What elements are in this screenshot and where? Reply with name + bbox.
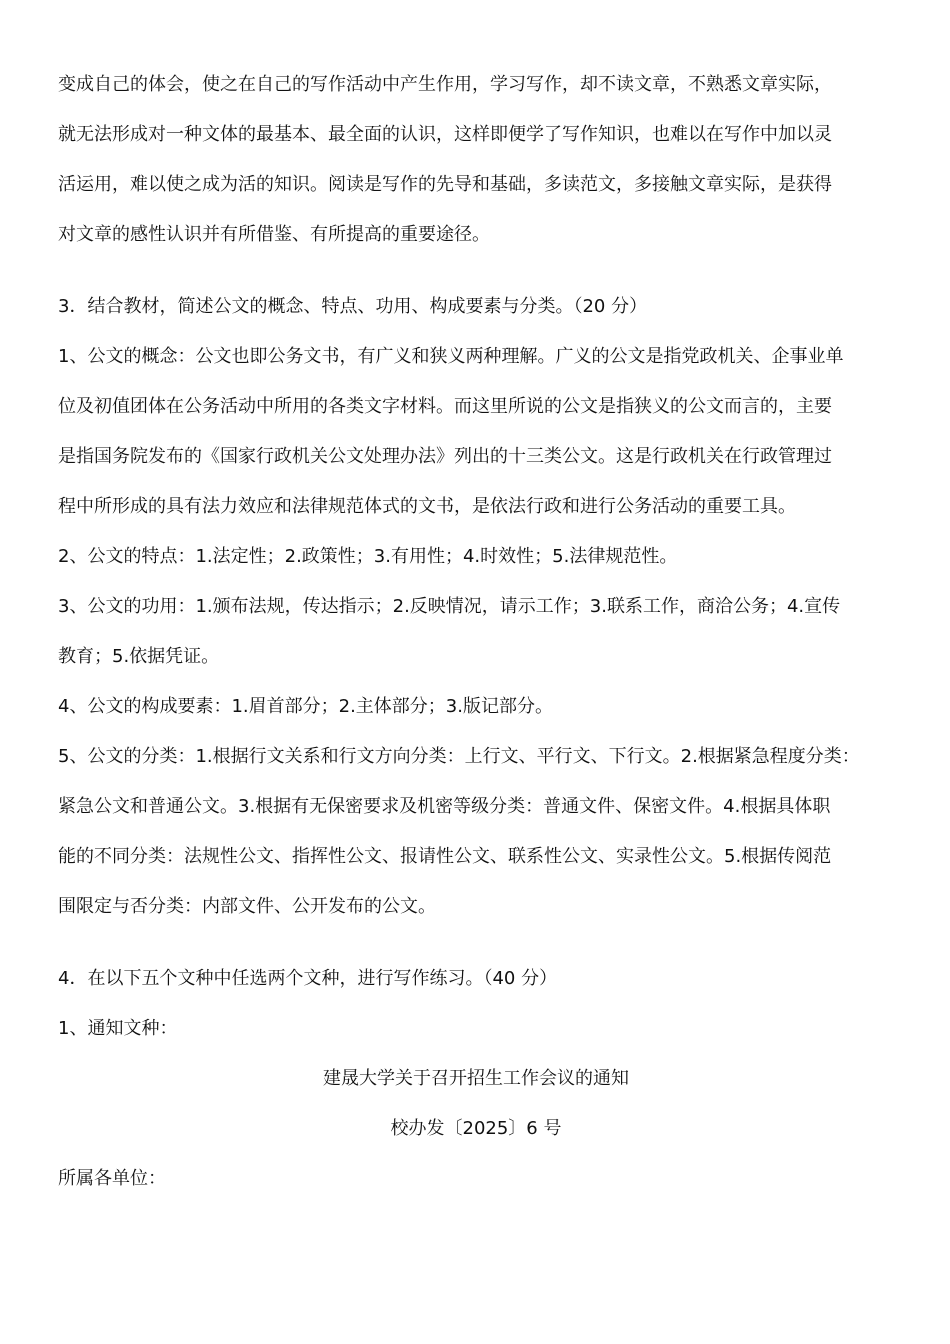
intro-line: 变成自己的体会，使之在自己的写作活动中产生作用，学习写作，却不读文章，不熟悉文章实际，: [58, 74, 832, 95]
answer-line: 紧急公文和普通公文。3.根据有无保密要求及机密等级分类：普通文件、保密文件。4.根据具体职: [58, 796, 831, 817]
section-gap: [58, 932, 894, 954]
document-page: [58, 60, 894, 1204]
answer-line: 教育；5.依据凭证。: [58, 646, 220, 667]
answer-line: 是指国务院发布的《国家行政机关公文处理办法》列出的十三类公文。这是行政机关在行政管理过: [58, 446, 832, 467]
answer-line: 能的不同分类：法规性公文、指挥性公文、报请性公文、联系性公文、实录性公文。5.根据传阅范: [58, 846, 832, 867]
section-gap: [58, 260, 894, 282]
question-4-title: 4．在以下五个文种中任选两个文种，进行写作练习。（40 分）: [58, 968, 558, 989]
notice-title: 建晟大学关于召开招生工作会议的通知: [323, 1068, 629, 1089]
answer-line: 4、公文的构成要素：1.眉首部分；2.主体部分；3.版记部分。: [58, 696, 553, 717]
answer-line: 5、公文的分类：1.根据行文关系和行文方向分类：上行文、平行文、下行文。2.根据紧急程度分类：: [58, 746, 860, 767]
answer-line: 2、公文的特点：1.法定性；2.政策性；3.有用性；4.时效性；5.法律规范性。: [58, 546, 678, 567]
notice-recipient: 所属各单位：: [58, 1168, 166, 1189]
intro-line: 活运用，难以使之成为活的知识。阅读是写作的先导和基础，多读范文，多接触文章实际，是获得: [58, 174, 832, 195]
answer-line: 位及初值团体在公务活动中所用的各类文字材料。而这里所说的公文是指狭义的公文而言的，主要: [58, 396, 832, 417]
answer-line: 围限定与否分类：内部文件、公开发布的公文。: [58, 896, 436, 917]
answer-line: 1、公文的概念：公文也即公务文书，有广义和狭义两种理解。广义的公文是指党政机关、企事业单: [58, 346, 844, 367]
question-3-title: 3．结合教材，简述公文的概念、特点、功用、构成要素与分类。（20 分）: [58, 296, 648, 317]
answer-line: 程中所形成的具有法力效应和法律规范体式的文书，是依法行政和进行公务活动的重要工具。: [58, 496, 796, 517]
answer-line: 3、公文的功用：1.颁布法规，传达指示；2.反映情况，请示工作；3.联系工作，商洽公务；4.宣传: [58, 596, 841, 617]
intro-line: 对文章的感性认识并有所借鉴、有所提高的重要途径。: [58, 224, 490, 245]
document-number: 校办发〔2025〕6 号: [390, 1118, 562, 1139]
notice-subtitle: 1、通知文种：: [58, 1018, 178, 1039]
intro-line: 就无法形成对一种文体的最基本、最全面的认识，这样即便学了写作知识，也难以在写作中加以灵: [58, 124, 832, 145]
